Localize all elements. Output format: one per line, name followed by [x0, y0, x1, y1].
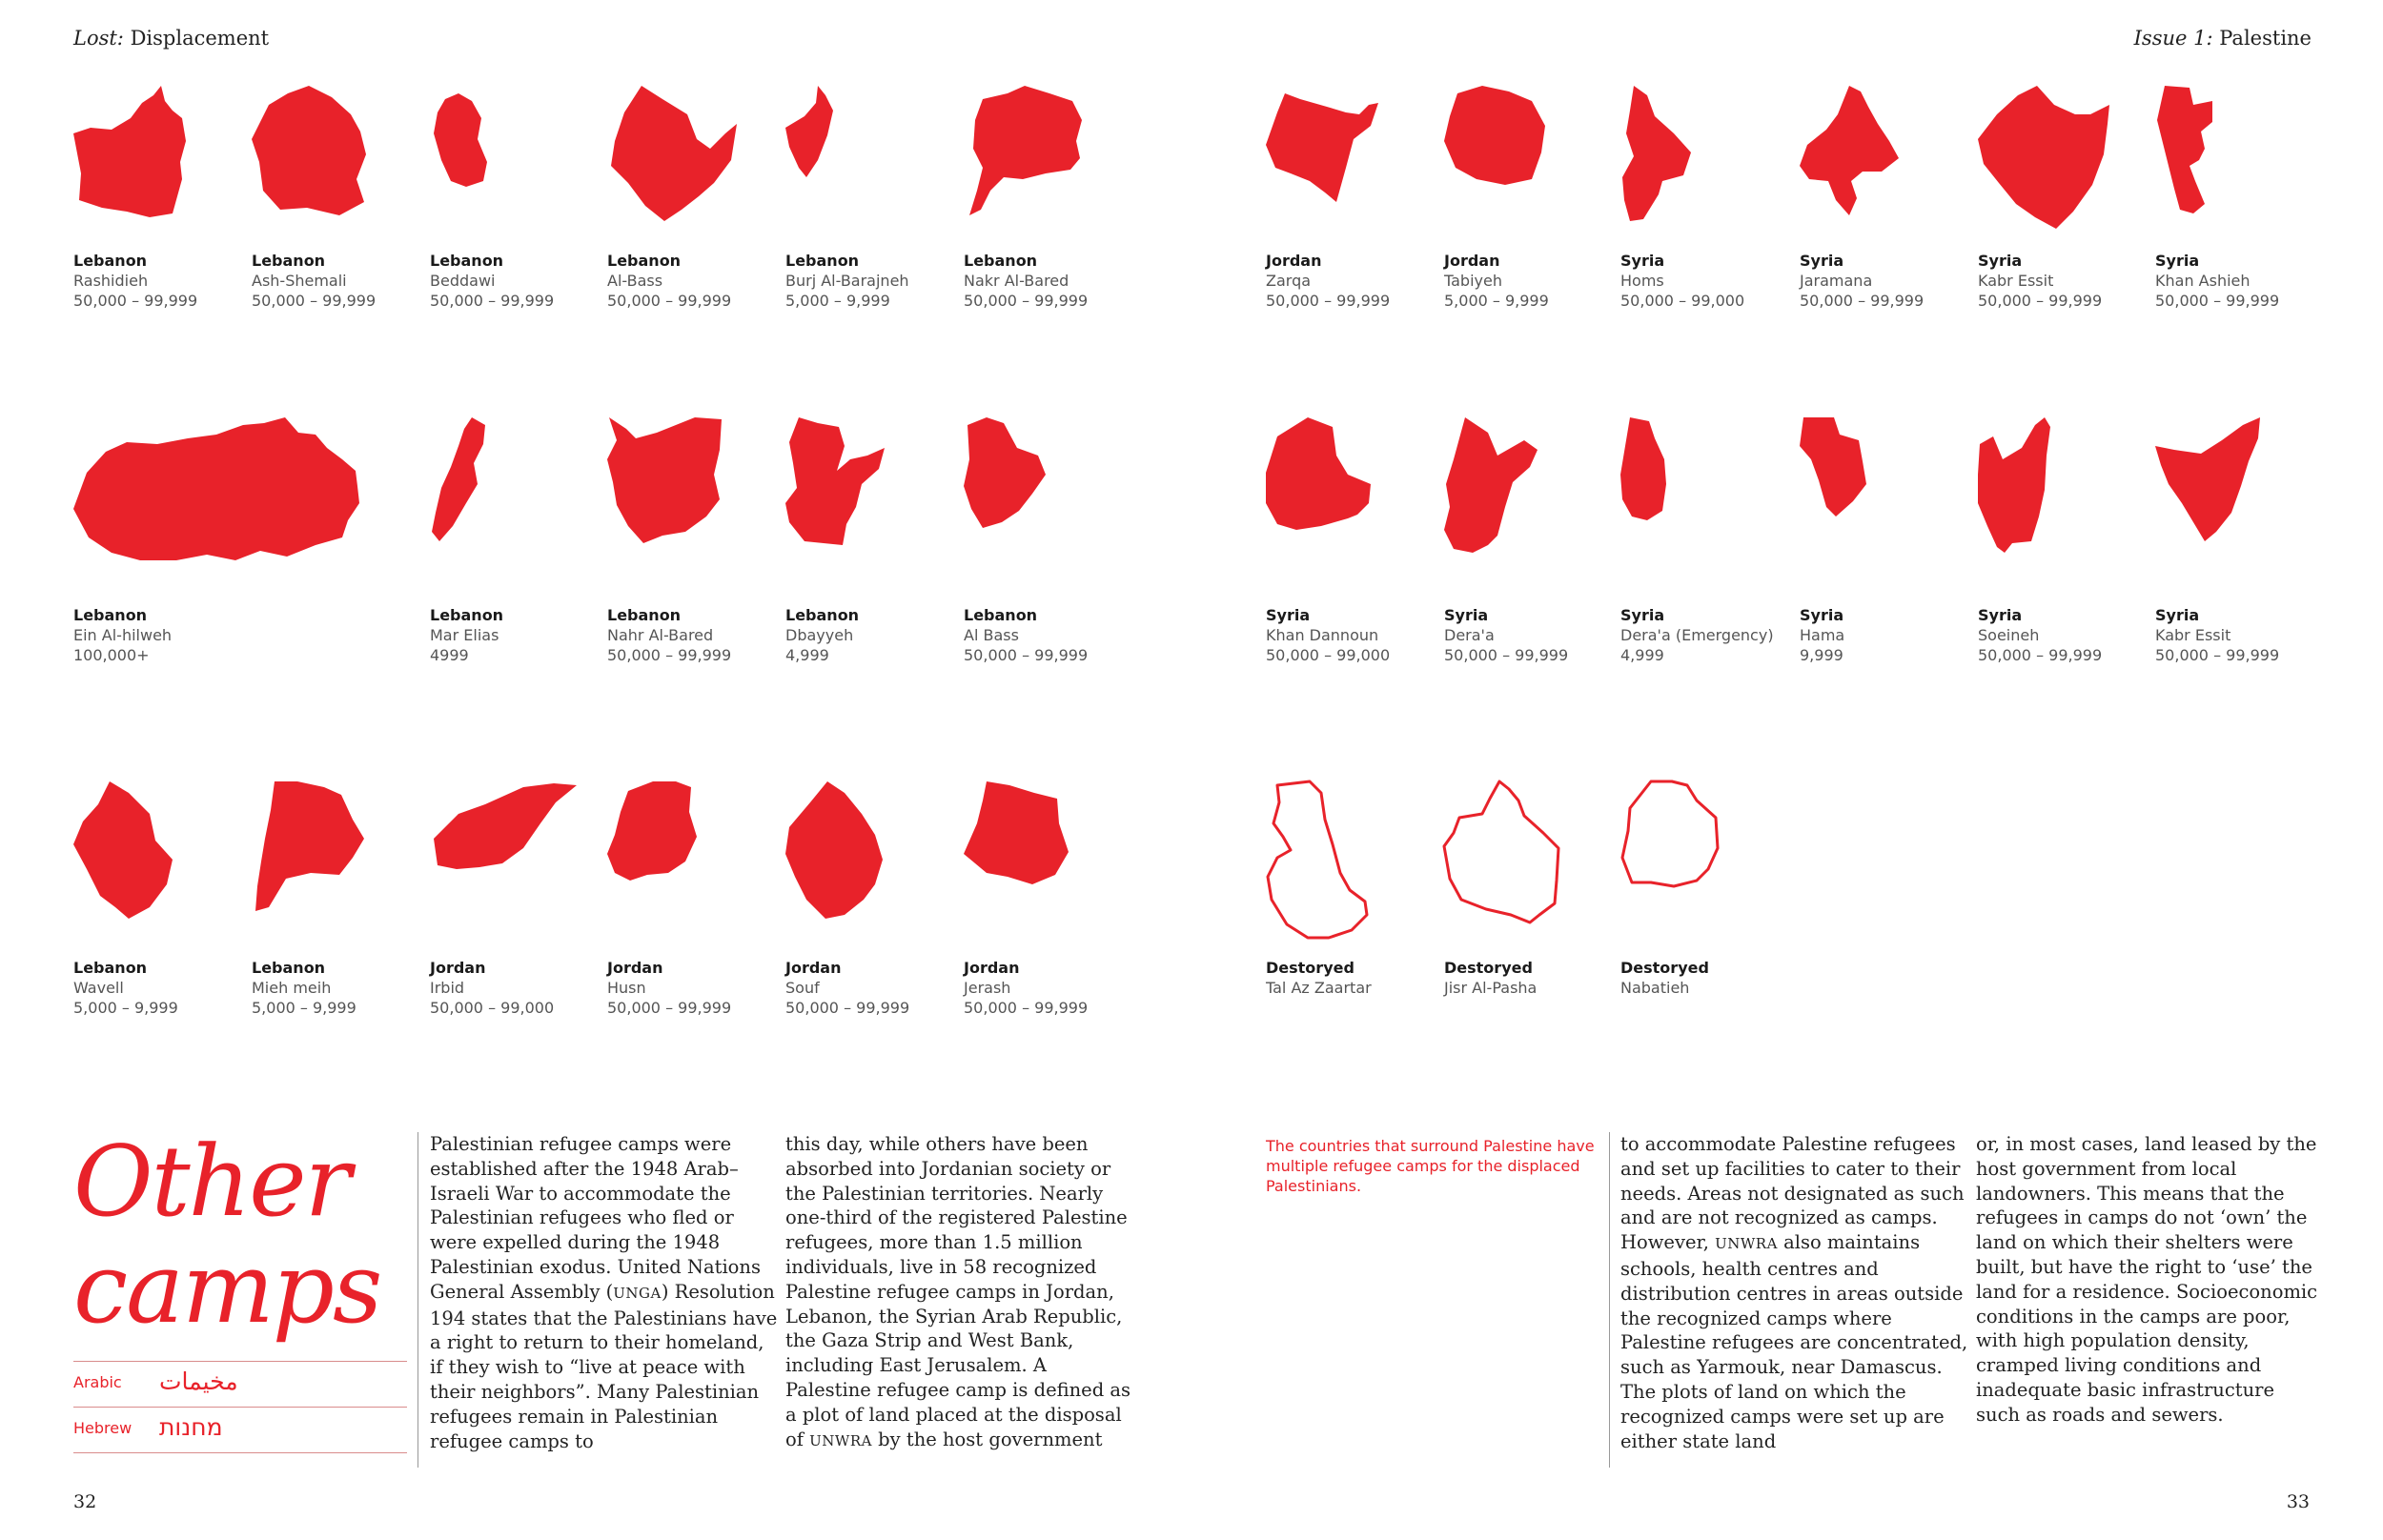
camp-caption [430, 958, 621, 1018]
camp-population: 4,999 [1620, 646, 1664, 664]
camp-name: Wavell [73, 979, 124, 997]
camp-outline-icon [2155, 86, 2383, 248]
camp-name: Souf [785, 979, 820, 997]
camp-population: 50,000 – 99,999 [1444, 646, 1569, 664]
camp-country: Lebanon [785, 252, 860, 270]
camp-caption [1444, 251, 1635, 311]
camp-population: 5,000 – 9,999 [1444, 292, 1549, 310]
translation-row-hebrew [73, 1407, 407, 1452]
camp-caption [2155, 605, 2346, 665]
camp-outline-icon [964, 86, 1259, 248]
camp-caption [1266, 958, 1456, 998]
camp-shape [73, 417, 359, 560]
camp-country: Lebanon [73, 959, 148, 977]
section-title: Other camps [73, 1125, 381, 1346]
camp-name: Burj Al-Barajneh [785, 272, 909, 290]
camp-caption [964, 605, 1154, 665]
camp-population: 50,000 – 99,999 [1266, 292, 1391, 310]
camp-caption [964, 251, 1154, 311]
camp-name: Jaramana [1800, 272, 1873, 290]
camp-caption [252, 251, 442, 311]
camp-country: Lebanon [252, 959, 326, 977]
running-header-left: Lost: Displacement [73, 27, 270, 50]
camp-shape [1444, 86, 1545, 185]
camp-country: Lebanon [430, 252, 504, 270]
camp-shape [73, 86, 186, 217]
camp-shape [434, 93, 487, 187]
camp-outline-icon [2155, 417, 2383, 579]
camp-caption [1266, 605, 1456, 665]
camp-name: Rashidieh [73, 272, 149, 290]
translation-label: Arabic [73, 1373, 122, 1391]
camp-name: Irbid [430, 979, 465, 997]
camp-shape [785, 86, 833, 177]
camp-name: Dbayyeh [785, 626, 854, 644]
camp-population: 50,000 – 99,999 [964, 999, 1089, 1017]
camp-shape [252, 86, 366, 215]
camp-name: Mar Elias [430, 626, 499, 644]
camp-country: Jordan [964, 959, 1020, 977]
camp-shape [434, 783, 577, 869]
camp-country: Lebanon [73, 252, 148, 270]
camp-caption [73, 605, 264, 665]
camp-name: Homs [1620, 272, 1664, 290]
camp-shape [1622, 86, 1691, 221]
camp-outline-icon [964, 781, 1259, 943]
camp-shape [611, 86, 737, 221]
camp-caption [1620, 958, 1811, 998]
camp-country: Syria [2155, 252, 2200, 270]
camp-name: Hama [1800, 626, 1845, 644]
camp-population: 100,000+ [73, 646, 150, 664]
camp-country: Syria [1800, 252, 1844, 270]
camp-population: 4999 [430, 646, 469, 664]
camp-name: Soeineh [1978, 626, 2040, 644]
camp-caption [1444, 958, 1635, 998]
camp-population: 4,999 [785, 646, 829, 664]
camp-name: Jerash [964, 979, 1011, 997]
camp-shape [964, 781, 1069, 884]
body-column-4: or, in most cases, land leased by the host government from local landowners. This means that the refugees in camps do not ‘own’ the land on which their shelters were built, but have the right to ‘use’ the land for a residence. Socioeconomic conditions in the camps are poor, with high population density, cramped living conditions and inadequate basic infrastructure such as roads and sewers. [1976, 1133, 2318, 1426]
camp-population: 50,000 – 99,999 [607, 646, 732, 664]
translation-label: Hebrew [73, 1419, 132, 1437]
camp-name: Nahr Al-Bared [607, 626, 714, 644]
camp-country: Syria [1620, 606, 1665, 624]
camp-population: 50,000 – 99,999 [252, 292, 377, 310]
camp-country: Jordan [430, 959, 486, 977]
camp-name: Dera'a [1444, 626, 1495, 644]
camp-population: 50,000 – 99,999 [1800, 292, 1925, 310]
camp-country: Syria [1800, 606, 1844, 624]
camp-name: Ein Al-hilweh [73, 626, 173, 644]
translation-script: مخيمات [159, 1368, 238, 1395]
camp-population: 50,000 – 99,999 [607, 999, 732, 1017]
camp-name: Khan Ashieh [2155, 272, 2251, 290]
camp-shape [432, 417, 485, 541]
camp-shape [1978, 417, 2050, 553]
camp-name: Tal Az Zaartar [1266, 979, 1372, 997]
camp-name: Beddawi [430, 272, 496, 290]
camp-country: Syria [1266, 606, 1311, 624]
camp-country: Jordan [1444, 252, 1500, 270]
camp-country: Syria [1444, 606, 1489, 624]
column-rule-right [1609, 1132, 1610, 1468]
camp-country: Lebanon [964, 252, 1038, 270]
camp-name: Husn [607, 979, 646, 997]
body-column-2: this day, while others have been absorbed into Jordanian society or the Palestinian territories. Nearly one-third of the registered Palestine refugees, more than 1.5 million individuals, live in 58 recognized Palestine refugee camps in Jordan, Lebanon, the Syrian Arab Republic, the Gaza Strip and West Bank, including East Jerusalem. A Palestine refugee camp is defined as a plot of land placed at the disposal of UNWRA by the host government [785, 1133, 1131, 1450]
camp-country: Lebanon [430, 606, 504, 624]
camp-country: Lebanon [252, 252, 326, 270]
camp-shape [1444, 417, 1538, 553]
camp-population: 50,000 – 99,999 [2155, 646, 2280, 664]
camp-shape [1800, 86, 1899, 215]
camp-country: Lebanon [607, 606, 682, 624]
camp-caption [785, 958, 976, 1018]
camp-population: 50,000 – 99,000 [1620, 292, 1745, 310]
translation-rule [73, 1452, 407, 1453]
camp-country: Syria [1978, 606, 2023, 624]
camp-population: 5,000 – 9,999 [73, 999, 178, 1017]
camp-caption [1620, 251, 1811, 311]
camp-shape [969, 86, 1082, 215]
camp-caption [607, 251, 798, 311]
translation-row-arabic [73, 1361, 407, 1407]
camp-shape [1978, 86, 2109, 229]
camp-country: Syria [1620, 252, 1665, 270]
camp-shape [1266, 417, 1371, 530]
camp-shape [1620, 417, 1666, 520]
camp-population: 50,000 – 99,999 [964, 646, 1089, 664]
camp-population: 50,000 – 99,999 [785, 999, 910, 1017]
camp-population: 50,000 – 99,999 [964, 292, 1089, 310]
camp-caption [430, 251, 621, 311]
camp-name: Nakr Al-Bared [964, 272, 1069, 290]
body-column-1: Palestinian refugee camps were established after the 1948 Arab–Israeli War to accommodate the Palestinian refugees who fled or were expelled during the 1948 Palestinian exodus. United Nations General Assembly (UNGA) Resolution 194 states that the Palestinians have a right to return to their homeland, if they wish to “live at peace with their neighbors”. Many Palestinian refugees remain in Palestinian refugee camps to [430, 1133, 778, 1452]
camp-population: 50,000 – 99,000 [1266, 646, 1391, 664]
running-header-right: Issue 1: Palestine [2133, 27, 2312, 50]
camp-caption [252, 958, 442, 1018]
camp-caption [1978, 251, 2169, 311]
camp-population: 5,000 – 9,999 [252, 999, 356, 1017]
page-number-left: 32 [73, 1491, 97, 1512]
camp-shape [607, 417, 722, 543]
camp-population: 50,000 – 99,999 [430, 292, 555, 310]
camp-name: Kabr Essit [2155, 626, 2231, 644]
camp-caption [607, 958, 798, 1018]
camp-country: Lebanon [73, 606, 148, 624]
camp-name: Kabr Essit [1978, 272, 2054, 290]
camp-country: Jordan [607, 959, 663, 977]
camp-country: Syria [1978, 252, 2023, 270]
camp-outline-icon [73, 417, 369, 579]
camp-caption [607, 605, 798, 665]
camp-outline-icon [964, 417, 1259, 579]
camp-caption [1800, 251, 1990, 311]
camp-shape [785, 417, 885, 545]
camp-name: Tabiyeh [1444, 272, 1502, 290]
camp-shape [73, 781, 173, 919]
camp-country: Destoryed [1444, 959, 1533, 977]
camp-name: Zarqa [1266, 272, 1312, 290]
camp-country: Destoryed [1266, 959, 1354, 977]
camp-caption [1620, 605, 1811, 665]
camp-population: 50,000 – 99,999 [1978, 646, 2103, 664]
camp-country: Lebanon [607, 252, 682, 270]
camp-name: Ash-Shemali [252, 272, 347, 290]
camp-caption [964, 958, 1154, 1018]
camp-country: Jordan [785, 959, 842, 977]
camp-shape [785, 781, 883, 919]
camp-country: Lebanon [964, 606, 1038, 624]
camp-population: 50,000 – 99,999 [607, 292, 732, 310]
camp-population: 9,999 [1800, 646, 1843, 664]
camp-caption [430, 605, 621, 665]
camp-caption [1266, 251, 1456, 311]
camp-caption [73, 958, 264, 1018]
camp-population: 50,000 – 99,999 [1978, 292, 2103, 310]
camp-shape [255, 781, 364, 911]
translation-script: מחנות [159, 1413, 223, 1441]
camp-population: 50,000 – 99,000 [430, 999, 555, 1017]
page-number-right: 33 [2286, 1491, 2310, 1512]
camp-shape [1268, 781, 1367, 938]
sidenote: The countries that surround Palestine have multiple refugee camps for the displaced Palestinians. [1266, 1137, 1595, 1195]
camp-caption [1978, 605, 2169, 665]
camp-population: 50,000 – 99,999 [2155, 292, 2280, 310]
camp-caption [2155, 251, 2346, 311]
camp-caption [785, 251, 976, 311]
camp-shape [1444, 781, 1558, 922]
camp-shape [2155, 417, 2260, 541]
camp-caption [1444, 605, 1635, 665]
camp-name: Nabatieh [1620, 979, 1690, 997]
camp-name: Dera'a (Emergency) [1620, 626, 1774, 644]
camp-caption [785, 605, 976, 665]
camp-name: Al Bass [964, 626, 1019, 644]
camp-name: Al-Bass [607, 272, 663, 290]
camp-outline-icon [1620, 781, 1916, 943]
camp-name: Mieh meih [252, 979, 332, 997]
body-column-3: to accommodate Palestine refugees and set up facilities to cater to their needs. Areas not designated as such and are not recognized as camps. However, UNWRA also maintains schools, health centres and distribution centres in areas outside the recognized camps where Palestine refugees are concentrated, such as Yarmouk, near Damascus. The plots of land on which the recognized camps were set up are either state land [1620, 1133, 1968, 1452]
camp-country: Destoryed [1620, 959, 1709, 977]
camp-caption [73, 251, 264, 311]
camp-country: Jordan [1266, 252, 1322, 270]
camp-shape [1800, 417, 1866, 517]
camp-shape [607, 781, 697, 881]
camp-shape [1622, 781, 1718, 886]
camp-shape [1266, 93, 1378, 202]
camp-shape [2157, 86, 2212, 213]
camp-population: 5,000 – 9,999 [785, 292, 890, 310]
camp-country: Lebanon [785, 606, 860, 624]
camp-country: Syria [2155, 606, 2200, 624]
camp-name: Khan Dannoun [1266, 626, 1379, 644]
camp-population: 50,000 – 99,999 [73, 292, 198, 310]
camp-caption [1800, 605, 1990, 665]
camp-name: Jisr Al-Pasha [1444, 979, 1538, 997]
camp-shape [964, 417, 1046, 528]
